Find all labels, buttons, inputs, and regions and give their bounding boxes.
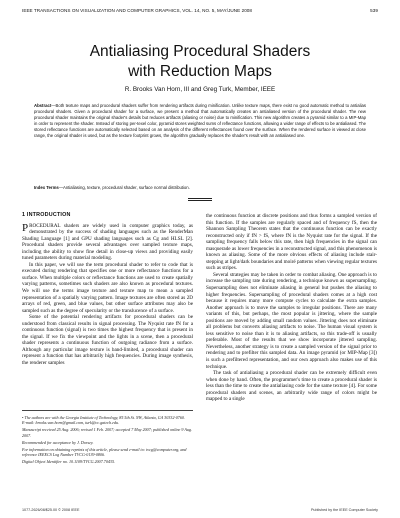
footnote-email: E-mail: brooks.van.horn@gmail.com, turk@cc.gatech.edu.: [22, 420, 120, 426]
right-paragraph-3: The task of antialiasing a procedural shader can be extremely difficult even when done by hand. Often, the programmer's time to create a procedural shader is less than the time to create the antialiasing code for the same texture [4]. For some procedural shaders and scenes, an arbitrarily wide range of colors might be mapped to a single: [206, 370, 377, 403]
index-terms: [34, 185, 366, 191]
right-paragraph-2: Several strategies may be taken in order to combat aliasing. One approach is to increase the sampling rate during rendering, a technique known as supersampling. Supersampling does not eliminate aliasing in general but pushes the aliasing to higher frequencies. Supersampling of procedural shaders comes at a high cost because it requires many more compute cycles to calculate the extra samples. Another approach is to move the samples to irregular positions. There are many variants of this, but perhaps, the most popular is jittering, where the sample positions are moved by adding small random values. Jittering does not eliminate all problems but converts aliasing artifacts to noise. The human visual system is less sensitive to noise than it is to aliasing artifacts, so this trade-off is usually preferable. Most of the results that we show incorporate jittered sampling. Nevertheless, another strategy is to create a sampled version of the signal prior to rendering and to prefilter this sampled data. An image pyramid (or MIP-Map [3]) is such a prefiltered representation, and our own approach also makes use of this technique.: [206, 271, 377, 370]
right-paragraph-1: the continuous function at discrete positions and thus forms a sampled version of this function. If the samples are regularly spaced and of frequency fS, then the Shannon Sampling Theorem states that the continuous function can be exactly reconstructed only if fN > fS, where fN is the Nyquist rate for the signal. If the sampling frequency falls below this rate, then high frequencies in the signal can masquerade as lower frequencies in a reconstructed signal, and this phenomenon is known as aliasing. Some of the more obvious effects of aliasing include stair-stepping at light/dark boundaries and moiré patterns when viewing regular textures such as stripes.: [206, 213, 377, 272]
footnote-rule: [22, 410, 193, 411]
section-heading: 1 INTRODUCTION: [22, 212, 71, 218]
author-line: R. Brooks Van Horn, III and Greg Turk, Member, IEEE: [124, 86, 276, 93]
abstract-text: —Both texture maps and procedural shaders suffer from rendering artifacts during minification. Unlike texture maps, there exist no good automatic method to antialias procedural shaders. Given a procedural shader for a surface, we present a method that automatically creates an antialiased version of the procedural shader. The new procedural shader maintains the original shader's details but reduces artifacts (aliasing or noise) due to minification. This new algorithm creates a pyramid similar to a MIP-Map in order to represent the shader. Instead of storing per-texel color, pyramid stores weighted sums of reflectance functions, allowing a wider range of effects to be antialiased. The stored reflectance functions are automatically selected based on an analysis of the different reflectances found over the surface. When the rendered surface is viewed at close range, the original shader is used, but as the texture footprint grows, the algorithm gradually replaces the shader's result with an antialiased one.: [34, 103, 366, 138]
title-line-2: with Reduction Maps: [128, 63, 272, 80]
footnote-acceptance: Recommended for acceptance by J. Dorsey.: [22, 439, 94, 445]
separator-rule: [188, 198, 212, 199]
right-column: [206, 213, 377, 403]
running-header: [22, 8, 378, 13]
abstract-label: Abstract: [34, 103, 52, 108]
footnote-manuscript: Manuscript received 25 Aug. 2006; revised 1 Feb. 2007; accepted 7 May 2007; published online 9 Aug. 2007.: [22, 427, 192, 438]
footnote-reprints: For information on obtaining reprints of this article, please send e-mail to: tvcg@computer.org, and reference IEEECS Log Number TVCG-0139-0806.: [22, 446, 187, 458]
footnote-affiliation: • The authors are with the Georgia Institute of Technology, 85 5th St. NW, Atlanta, GA 30332-0760. E-mail: brooks.van.horn@gmail.com, turk@cc.gatech.edu.: [22, 415, 185, 426]
footnote-block: [22, 410, 193, 466]
separator-rule: [188, 200, 212, 201]
lead-word: ROCEDURAL: [29, 222, 61, 229]
footer-publisher: Published by the IEEE Computer Society: [310, 508, 378, 512]
index-terms-text: —Antialiasing, texture, procedural shader, surface normal distribution.: [58, 185, 190, 190]
drop-cap: P: [22, 221, 29, 234]
paper-title: [0, 42, 400, 82]
abstract: [34, 103, 366, 139]
journal-name: IEEE TRANSACTIONS ON VISUALIZATION AND COMPUTER GRAPHICS, VOL. 14, NO. 5, MAY/JUNE 2008: [22, 8, 253, 13]
intro-paragraph-3: Some of the potential rendering artifacts for procedural shaders can be understood from classical results in signal processing. The Nyquist rate fN for a continuous function (signal) is two times the highest frequency that is present in the signal. If we fix the viewpoint and the lights in a scene, then a procedural shader represents a continuous function of outgoing radiance from a surface. Although any particular image texture is band-limited, a procedural shader can represent a function that has arbitrarily high frequencies. During image synthesis, the renderer samples: [22, 314, 193, 367]
left-column: [22, 204, 193, 367]
footnote-doi: Digital Object Identifier no. 10.1109/TVCG.2007.70435.: [22, 459, 116, 465]
page-number: 539: [370, 8, 378, 13]
page-footer: [22, 508, 378, 512]
intro-paragraph-1-text: shaders are widely used in computer graphics today, as demonstrated by the success of shading languages such as the RenderMan Shading Language [1] and GPU shading languages such as Cg and HLSL [2]. Procedural shaders provide several advantages over sampled texture maps, including the ability to show fine detail in close-up views and providing easily tuned parameters during material modeling.: [22, 222, 193, 262]
intro-paragraph-1: [22, 223, 193, 262]
index-terms-label: Index Terms: [34, 185, 59, 190]
footer-copyright: 1077-2626/08/$25.00 © 2008 IEEE: [22, 508, 80, 512]
intro-paragraph-2: In this paper, we will use the term procedural shader to refer to code that is executed during rendering that specifies one or more reflectance functions for a surface. When multiple colors or reflectance functions are used to create spatially varying patterns, sometimes such shaders are also known as procedural textures. We will use the terms image texture and texture map to mean a sampled representation of a spatially varying pattern. Image textures are often stored as 2D arrays of red, green, and blue values, but other surface attributes may also be sampled such as the degree of specularity or the translucence of a surface.: [22, 261, 193, 314]
title-line-1: Antialiasing Procedural Shaders: [89, 43, 311, 60]
